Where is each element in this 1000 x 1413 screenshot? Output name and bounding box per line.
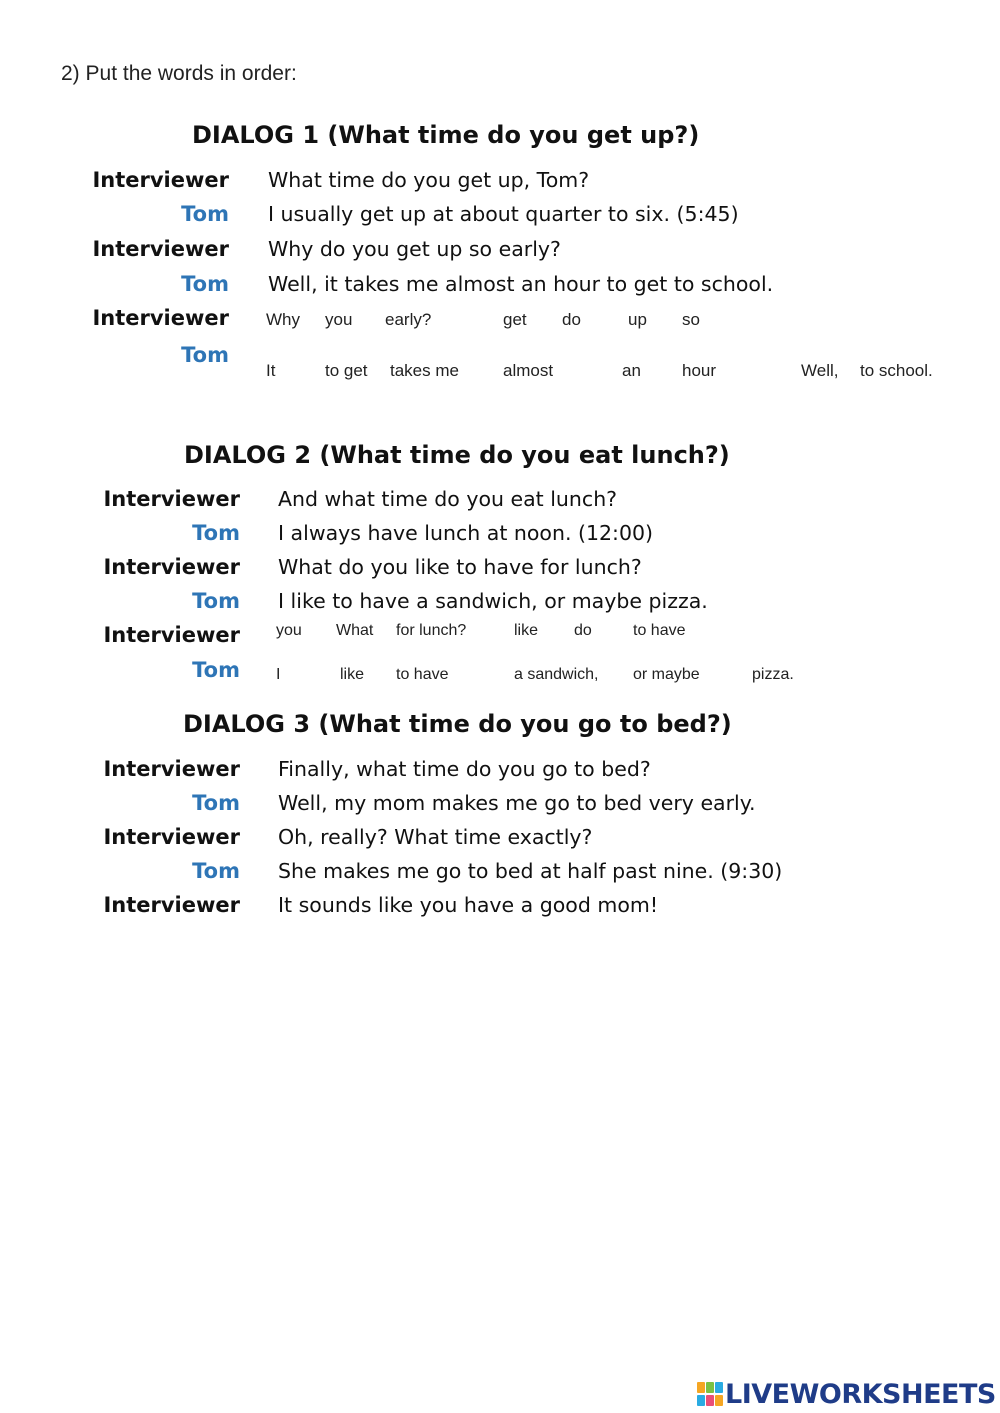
scrambled-word[interactable]: do xyxy=(562,310,581,329)
speaker-tom: Tom xyxy=(192,791,240,815)
speaker-interviewer: Interviewer xyxy=(103,757,240,781)
scrambled-word[interactable]: hour xyxy=(682,361,717,380)
scrambled-word[interactable]: Why xyxy=(266,310,300,329)
speaker-interviewer: Interviewer xyxy=(103,893,240,917)
scrambled-word[interactable]: to school. xyxy=(860,361,933,380)
scrambled-word[interactable]: to get xyxy=(325,361,368,380)
instruction-text: 2) Put the words in order: xyxy=(61,62,297,85)
scrambled-word[interactable]: an xyxy=(622,361,641,380)
scrambled-word[interactable]: I xyxy=(276,666,281,683)
scrambled-word[interactable]: get xyxy=(503,310,527,329)
speaker-interviewer: Interviewer xyxy=(92,237,229,261)
scrambled-word[interactable]: What xyxy=(336,622,374,639)
liveworksheets-logo-icon xyxy=(697,1382,723,1406)
dialog-line: She makes me go to bed at half past nine. (9:30) xyxy=(278,859,783,883)
speaker-interviewer: Interviewer xyxy=(103,825,240,849)
scrambled-word[interactable]: so xyxy=(682,310,700,329)
speaker-interviewer: Interviewer xyxy=(103,623,240,647)
dialog-line: Well, my mom makes me go to bed very early. xyxy=(278,791,756,815)
scrambled-word[interactable]: or maybe xyxy=(633,666,700,683)
dialog-1-title: DIALOG 1 (What time do you get up?) xyxy=(192,121,700,149)
scrambled-word[interactable]: do xyxy=(574,622,592,639)
scrambled-word[interactable]: to have xyxy=(396,666,449,683)
scrambled-word[interactable]: you xyxy=(325,310,353,329)
speaker-tom: Tom xyxy=(181,343,229,367)
speaker-tom: Tom xyxy=(192,521,240,545)
dialog-line: I usually get up at about quarter to six. (5:45) xyxy=(268,202,739,226)
dialog-line: Well, it takes me almost an hour to get to school. xyxy=(268,272,774,296)
scrambled-word[interactable]: early? xyxy=(385,310,432,329)
scrambled-word[interactable]: to have xyxy=(633,622,686,639)
scrambled-word[interactable]: up xyxy=(628,310,647,329)
dialog-line: What do you like to have for lunch? xyxy=(278,555,642,579)
speaker-interviewer: Interviewer xyxy=(92,306,229,330)
dialog-line: What time do you get up, Tom? xyxy=(268,168,590,192)
dialog-line: Why do you get up so early? xyxy=(268,237,561,261)
speaker-tom: Tom xyxy=(192,859,240,883)
scrambled-word[interactable]: for lunch? xyxy=(396,622,467,639)
scrambled-word[interactable]: takes me xyxy=(390,361,459,380)
dialog-line: I like to have a sandwich, or maybe pizza. xyxy=(278,589,708,613)
speaker-tom: Tom xyxy=(192,658,240,682)
dialog-line: Oh, really? What time exactly? xyxy=(278,825,593,849)
scrambled-word[interactable]: you xyxy=(276,622,302,639)
scrambled-word[interactable]: almost xyxy=(503,361,554,380)
scrambled-word[interactable]: like xyxy=(514,622,539,639)
speaker-tom: Tom xyxy=(181,272,229,296)
scrambled-word[interactable]: Well, xyxy=(801,361,839,380)
speaker-tom: Tom xyxy=(181,202,229,226)
dialog-line: It sounds like you have a good mom! xyxy=(278,893,659,917)
dialog-3-title: DIALOG 3 (What time do you go to bed?) xyxy=(183,710,732,738)
dialog-2-title: DIALOG 2 (What time do you eat lunch?) xyxy=(184,441,730,469)
liveworksheets-logo xyxy=(697,1378,996,1410)
speaker-interviewer: Interviewer xyxy=(92,168,229,192)
scrambled-word[interactable]: like xyxy=(340,666,365,683)
liveworksheets-logo-text: LIVEWORKSHEETS xyxy=(725,1378,996,1410)
speaker-tom: Tom xyxy=(192,589,240,613)
scrambled-word[interactable]: pizza. xyxy=(752,666,794,683)
speaker-interviewer: Interviewer xyxy=(103,555,240,579)
scrambled-word[interactable]: It xyxy=(266,361,276,380)
scrambled-word[interactable]: a sandwich, xyxy=(514,666,599,683)
dialog-line: I always have lunch at noon. (12:00) xyxy=(278,521,654,545)
dialog-line: Finally, what time do you go to bed? xyxy=(278,757,651,781)
dialog-line: And what time do you eat lunch? xyxy=(278,487,618,511)
speaker-interviewer: Interviewer xyxy=(103,487,240,511)
